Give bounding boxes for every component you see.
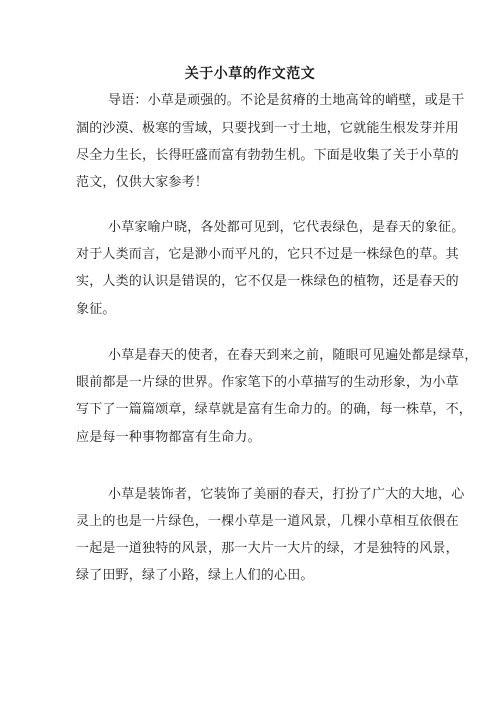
paragraph-4-line-2: 灵上的也是一片绿色，一棵小草是一道风景，几棵小草相互依偎在 bbox=[76, 514, 459, 529]
paragraph-4-line-4: 绿了田野，绿了小路，绿上人们的心田。 bbox=[76, 568, 314, 583]
paragraph-2-line-3: 实，人类的认识是错误的，它不仅是一株绿色的植物，还是春天的 bbox=[76, 274, 459, 289]
document-title: 关于小草的作文范文 bbox=[184, 66, 316, 82]
paragraph-3-line-3: 写下了一篇篇颂章，绿草就是富有生命力的。的确，每一株草，不， bbox=[76, 402, 473, 417]
paragraph-1-line-4: 范文，仅供大家参考！ bbox=[76, 175, 209, 190]
paragraph-1-line-2: 涸的沙漠、极寒的雪域，只要找到一寸土地，它就能生根发芽并用 bbox=[76, 121, 459, 136]
paragraph-3-line-2: 眼前都是一片绿的世界。作家笔下的小草描写的生动形象，为小草 bbox=[76, 375, 459, 390]
paragraph-2-line-1: 小草家喻户晓，各处都可见到，它代表绿色，是春天的象征。 bbox=[108, 220, 465, 235]
paragraph-1-line-1: 导语：小草是顽强的。不论是贫瘠的土地高耸的峭壁，或是干 bbox=[108, 93, 465, 108]
paragraph-4-line-1: 小草是装饰者，它装饰了美丽的春天，打扮了广大的大地，心 bbox=[108, 487, 465, 502]
paragraph-3-line-1: 小草是春天的使者，在春天到来之前，随眼可见遍处都是绿草， bbox=[108, 348, 478, 363]
paragraph-2-line-2: 对于人类而言，它是渺小而平凡的，它只不过是一株绿色的草。其 bbox=[76, 247, 459, 262]
paragraph-4-line-3: 一起是一道独特的风景，那一大片一大片的绿，才是独特的风景， bbox=[76, 541, 459, 556]
paragraph-2-line-4: 象征。 bbox=[76, 302, 116, 317]
paragraph-3-line-4: 应是每一种事物都富有生命力。 bbox=[76, 430, 261, 445]
paragraph-1-line-3: 尽全力生长，长得旺盛而富有勃勃生机。下面是收集了关于小草的 bbox=[76, 148, 459, 163]
